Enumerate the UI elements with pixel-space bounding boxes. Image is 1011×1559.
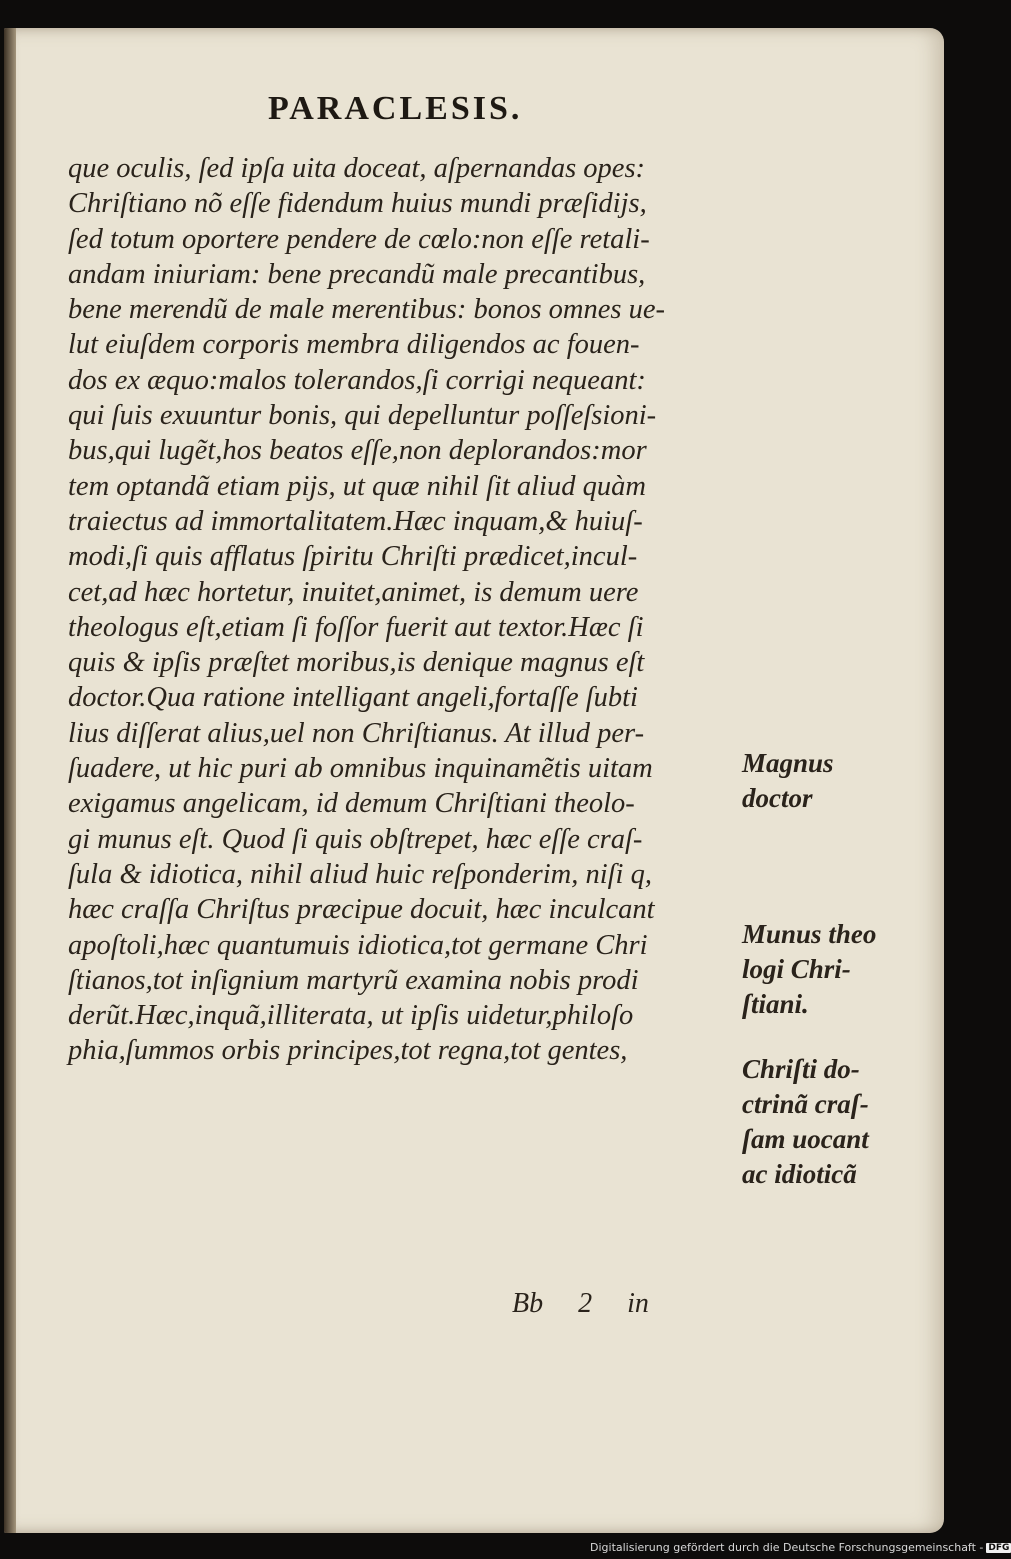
text-line: andam iniuriam: bene precandũ male precantibus, xyxy=(68,258,646,290)
text-line: qui ſuis exuuntur bonis, qui depelluntur poſſeſsioni- xyxy=(68,400,657,432)
text-line: ſed totum oportere pendere de cœlo:non eſſe retali- xyxy=(68,223,650,255)
page-binding-edge xyxy=(4,28,16,1533)
margin-note-line: doctor xyxy=(742,783,813,813)
text-line: phia,ſummos orbis principes,tot regna,tot gentes, xyxy=(68,1035,628,1067)
book-page xyxy=(4,28,944,1533)
text-line: cet,ad hæc hortetur, inuitet,animet, is demum uere xyxy=(68,576,639,608)
dfg-logo: DFG xyxy=(988,1542,1010,1553)
text-line: dos ex æquo:malos tolerandos,ſi corrigi nequeant: xyxy=(68,364,646,396)
signature-mark: Bb xyxy=(512,1288,544,1319)
margin-note-line: ac idioticã xyxy=(742,1159,857,1189)
text-line: tem optandã etiam pijs, ut quæ nihil ſit aliud quàm xyxy=(68,470,646,502)
margin-note-munus-theologi xyxy=(742,917,876,1022)
text-line: theologus eſt,etiam ſi foſſor fuerit aut textor.Hæc ſi xyxy=(68,611,644,643)
catchword: in xyxy=(627,1288,649,1319)
credit-text: Digitalisierung gefördert durch die Deutsche Forschungsgemeinschaft - xyxy=(590,1541,984,1554)
text-line: ſtianos,tot inſignium martyrũ examina nobis prodi xyxy=(68,964,639,996)
margin-note-christi-doctrina xyxy=(742,1052,869,1192)
main-text-block xyxy=(68,151,748,1069)
text-line: que oculis, ſed ipſa uita doceat, aſpernandas opes: xyxy=(68,153,646,184)
text-line: ſuadere, ut hic puri ab omnibus inquinamẽtis uitam xyxy=(68,753,653,785)
text-line: bene merendũ de male merentibus: bonos omnes ue- xyxy=(68,294,666,326)
margin-note-line: Magnus xyxy=(742,748,834,778)
text-line: Chriſtiano nõ eſſe fidendum huius mundi præſidijs, xyxy=(68,188,647,220)
margin-note-line: ſtiani. xyxy=(742,989,809,1019)
running-head: PARACLESIS. xyxy=(268,90,523,127)
margin-note-line: Munus theo xyxy=(742,919,877,949)
text-line: exigamus angelicam, id demum Chriſtiani theolo- xyxy=(68,788,635,820)
text-line: lius diſſerat alius,uel non Chriſtianus. At illud per- xyxy=(68,717,645,749)
margin-note-magnus-doctor xyxy=(742,746,834,816)
digitization-credit xyxy=(590,1541,1011,1554)
signature-number: 2 xyxy=(578,1288,593,1319)
text-line: apoſtoli,hæc quantumuis idiotica,tot germane Chri xyxy=(68,929,648,961)
text-line: quis & ipſis præſtet moribus,is denique magnus eſt xyxy=(68,647,645,679)
margin-note-line: ſam uocant xyxy=(742,1124,869,1154)
text-line: traiectus ad immortalitatem.Hæc inquam,& huiuſ- xyxy=(68,505,643,537)
text-line: doctor.Qua ratione intelligant angeli,fortaſſe ſubti xyxy=(68,682,638,714)
margin-note-line: ctrinã craſ- xyxy=(742,1089,869,1119)
text-line: gi munus eſt. Quod ſi quis obſtrepet, hæc eſſe craſ- xyxy=(68,823,643,855)
margin-note-line: logi Chri- xyxy=(742,954,851,984)
text-line: bus,qui lugẽt,hos beatos eſſe,non deplorandos:mor xyxy=(68,435,647,467)
text-line: lut eiuſdem corporis membra diligendos ac fouen- xyxy=(68,329,640,361)
margin-note-line: Chriſti do- xyxy=(742,1054,860,1084)
text-line: ſula & idiotica, nihil aliud huic reſponderim, niſi q, xyxy=(68,858,652,890)
signature-line xyxy=(512,1288,649,1320)
text-line: hæc craſſa Chriſtus præcipue docuit, hæc inculcant xyxy=(68,894,655,926)
text-line: derũt.Hæc,inquã,illiterata, ut ipſis uidetur,philoſo xyxy=(68,1000,634,1032)
text-line: modi,ſi quis afflatus ſpiritu Chriſti prædicet,incul- xyxy=(68,541,638,573)
